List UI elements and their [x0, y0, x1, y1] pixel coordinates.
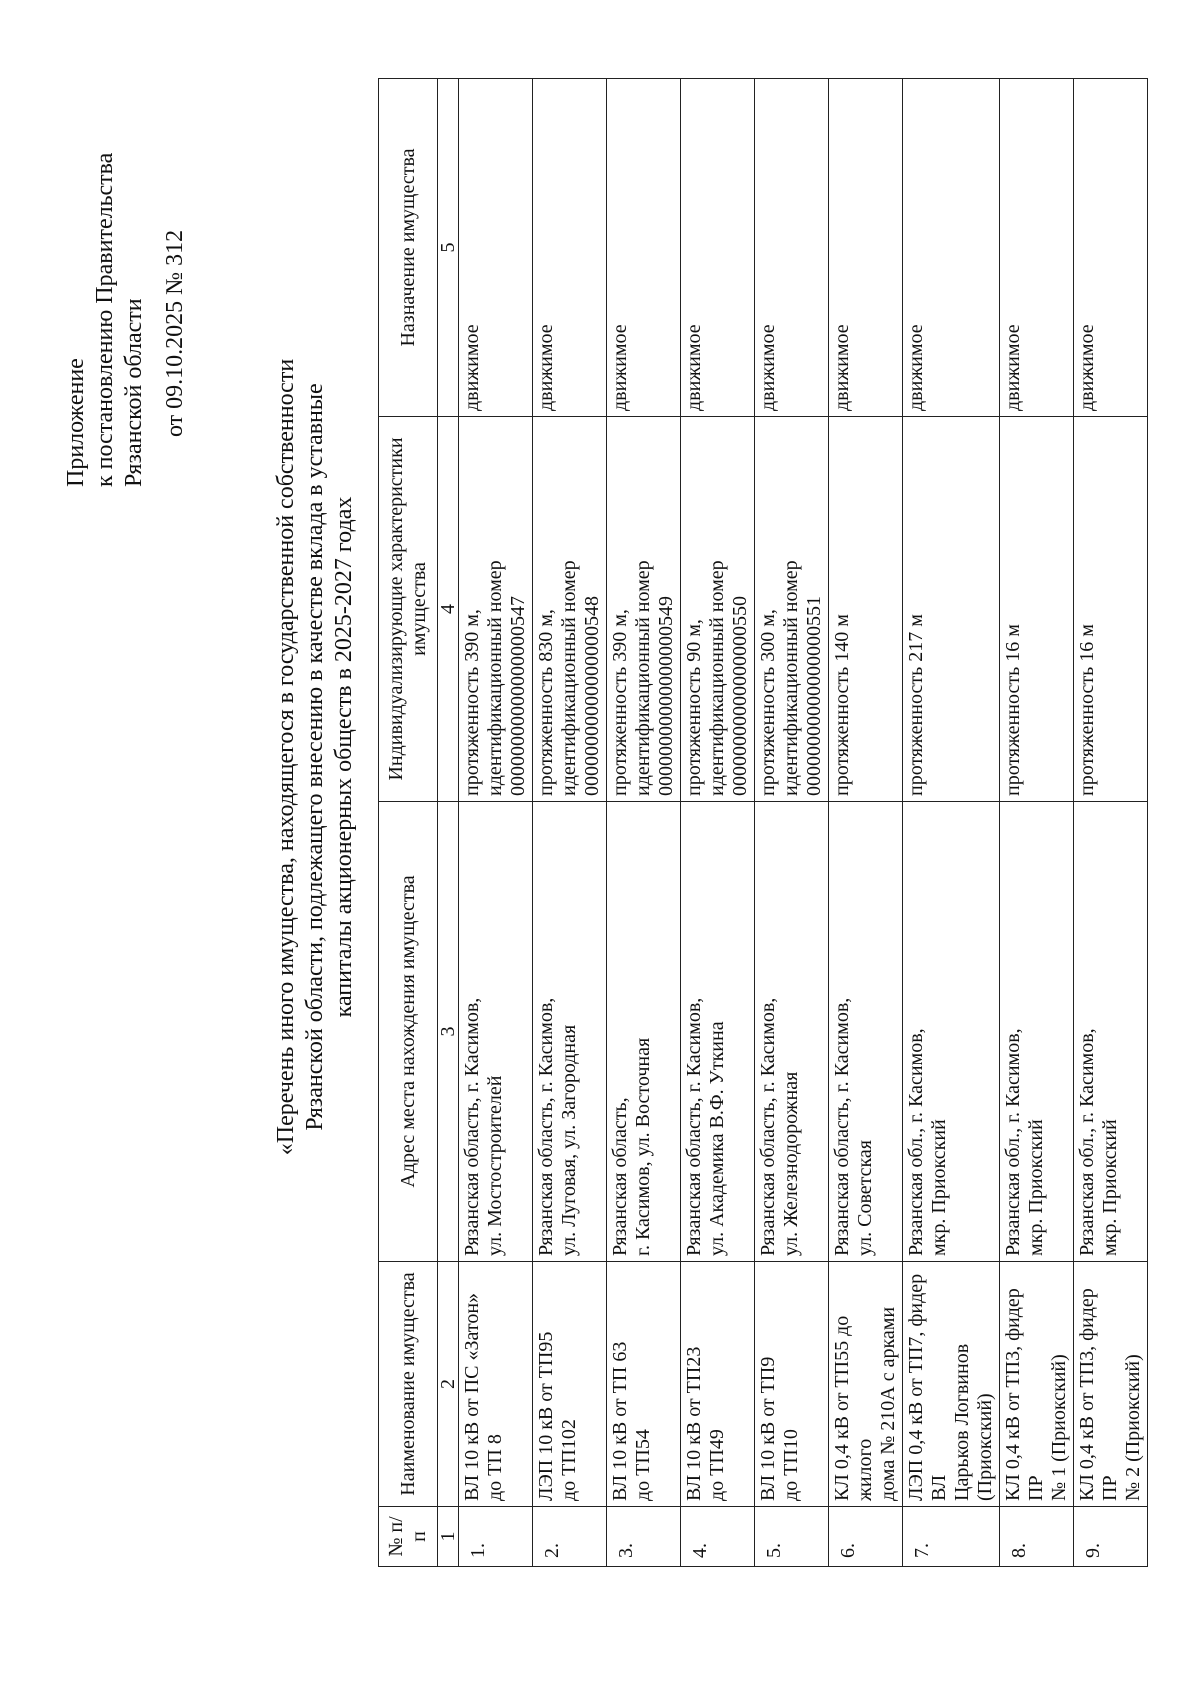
header-num: № п/п: [379, 1507, 438, 1567]
table-header-row: [379, 79, 438, 1567]
row-address-text: Рязанская область, г. Касимов, ул. Мостостроителей: [461, 997, 506, 1256]
title-line-2: Рязанской области, подлежащего внесению в качестве вклада в уставные: [302, 383, 328, 1131]
row-number-text: 6.: [837, 1543, 859, 1558]
column-number: 1: [438, 1507, 459, 1567]
row-name-text: ВЛ 10 кВ от ТП9 до ТП10: [757, 1356, 802, 1501]
row-name: [459, 1262, 533, 1507]
table-row: [533, 79, 607, 1567]
row-purpose: [681, 79, 755, 417]
header-address: Адрес места нахождения имущества: [379, 802, 438, 1262]
row-name-text: КЛ 0,4 кВ от ТП55 до жилого дома № 210А с арками: [831, 1306, 899, 1501]
row-characteristics-text: протяженность 16 м: [1002, 624, 1024, 796]
row-characteristics-text: протяженность 16 м: [1076, 624, 1098, 796]
column-number: 2: [438, 1262, 459, 1507]
title-line-1: «Перечень иного имущества, находящегося в государственной собственности: [273, 358, 299, 1156]
row-purpose: [1000, 79, 1074, 417]
row-characteristics-text: протяженность 830 м, идентификационный номер 00000000000000000548: [535, 560, 603, 796]
row-name: [755, 1262, 829, 1507]
row-purpose-text: движимое: [905, 324, 927, 411]
table-row: [903, 79, 1000, 1567]
table-row: [1000, 79, 1074, 1567]
row-name: [829, 1262, 903, 1507]
row-name: [903, 1262, 1000, 1507]
row-name: [607, 1262, 681, 1507]
row-address-text: Рязанская область, г. Касимов, ул. Восточная: [609, 1037, 654, 1256]
row-name: [1074, 1262, 1148, 1507]
row-address: [681, 802, 755, 1262]
row-name-text: КЛ 0,4 кВ от ТП3, фидер ПР № 2 (Приокский): [1076, 1288, 1144, 1501]
row-number-text: 9.: [1082, 1543, 1104, 1558]
row-purpose: [459, 79, 533, 417]
row-number: [459, 1507, 533, 1567]
appendix-label: Приложение: [63, 358, 89, 487]
document-title: [272, 257, 359, 1257]
column-number: 3: [438, 802, 459, 1262]
appendix-region: Рязанской области: [121, 298, 147, 487]
row-number-text: 7.: [911, 1543, 933, 1558]
row-characteristics: [1074, 417, 1148, 802]
row-name: [533, 1262, 607, 1507]
row-characteristics: [1000, 417, 1074, 802]
row-address: [903, 802, 1000, 1262]
row-number-text: 5.: [763, 1543, 785, 1558]
row-address: [459, 802, 533, 1262]
row-characteristics: [829, 417, 903, 802]
header-purpose: Назначение имущества: [379, 79, 438, 417]
column-number: 5: [438, 79, 459, 417]
row-address: [829, 802, 903, 1262]
row-name-text: КЛ 0,4 кВ от ТП3, фидер ПР № 1 (Приокский): [1002, 1288, 1070, 1501]
title-line-3: капиталы акционерных обществ в 2025-2027 годах: [331, 496, 357, 1018]
row-number: [903, 1507, 1000, 1567]
row-characteristics: [533, 417, 607, 802]
row-number: [533, 1507, 607, 1567]
row-number: [607, 1507, 681, 1567]
row-characteristics: [903, 417, 1000, 802]
row-purpose-text: движимое: [683, 324, 705, 411]
row-name: [681, 1262, 755, 1507]
row-address-text: Рязанская область, г. Касимов, ул. Железнодорожная: [757, 997, 802, 1256]
row-address-text: Рязанская область, г. Касимов, ул. Академика В.Ф. Уткина: [683, 997, 728, 1256]
row-name: [1000, 1262, 1074, 1507]
row-purpose: [607, 79, 681, 417]
row-address: [755, 802, 829, 1262]
table-row: [1074, 79, 1148, 1567]
row-address-text: Рязанская область, г. Касимов, ул. Советская: [831, 997, 876, 1256]
table-row: [681, 79, 755, 1567]
row-purpose-text: движимое: [461, 324, 483, 411]
appendix-header: [62, 7, 190, 487]
row-address-text: Рязанская обл., г. Касимов, мкр. Приокский: [1076, 1028, 1121, 1256]
row-characteristics-text: протяженность 300 м, идентификационный номер 00000000000000000551: [757, 560, 825, 796]
row-address: [607, 802, 681, 1262]
row-name-text: ВЛ 10 кВ от ТП 63 до ТП54: [609, 1341, 654, 1501]
row-purpose-text: движимое: [757, 324, 779, 411]
row-address-text: Рязанская область, г. Касимов, ул. Луговая, ул. Загородная: [535, 997, 580, 1256]
row-characteristics-text: протяженность 390 м, идентификационный номер 00000000000000000547: [461, 560, 529, 796]
column-number-row: [438, 79, 459, 1567]
row-characteristics: [607, 417, 681, 802]
row-purpose-text: движимое: [609, 324, 631, 411]
row-purpose: [829, 79, 903, 417]
row-address: [1074, 802, 1148, 1262]
row-characteristics-text: протяженность 140 м: [831, 614, 853, 796]
row-name-text: ВЛ 10 кВ от ПС «Затон» до ТП 8: [461, 1292, 506, 1501]
row-purpose: [533, 79, 607, 417]
row-purpose-text: движимое: [1002, 324, 1024, 411]
header-characteristics: Индивидуализирующие характеристики имущества: [379, 417, 438, 802]
row-characteristics-text: протяженность 217 м: [905, 614, 927, 796]
row-name-text: ЛЭП 10 кВ от ТП95 до ТП102: [535, 1331, 580, 1501]
table-row: [459, 79, 533, 1567]
row-characteristics-text: протяженность 90 м, идентификационный номер 00000000000000000550: [683, 560, 751, 796]
row-number: [829, 1507, 903, 1567]
row-address-text: Рязанская обл., г. Касимов, мкр. Приокский: [1002, 1028, 1047, 1256]
row-number: [1000, 1507, 1074, 1567]
table-row: [755, 79, 829, 1567]
property-table: [378, 78, 1148, 1567]
row-number-text: 3.: [615, 1543, 637, 1558]
row-number: [755, 1507, 829, 1567]
appendix-decree: к постановлению Правительства: [92, 152, 118, 487]
row-characteristics-text: протяженность 390 м, идентификационный номер 00000000000000000549: [609, 560, 677, 796]
row-purpose: [755, 79, 829, 417]
header-name: Наименование имущества: [379, 1262, 438, 1507]
row-number-text: 4.: [689, 1543, 711, 1558]
row-characteristics: [681, 417, 755, 802]
row-number-text: 1.: [467, 1543, 489, 1558]
row-number: [1074, 1507, 1148, 1567]
row-number-text: 8.: [1008, 1543, 1030, 1558]
table-row: [829, 79, 903, 1567]
row-purpose: [1074, 79, 1148, 417]
row-address-text: Рязанская обл., г. Касимов, мкр. Приокский: [905, 1028, 950, 1256]
row-purpose-text: движимое: [831, 324, 853, 411]
column-number: 4: [438, 417, 459, 802]
appendix-date: от 09.10.2025 № 312: [162, 229, 188, 437]
row-number: [681, 1507, 755, 1567]
row-number-text: 2.: [541, 1543, 563, 1558]
row-purpose-text: движимое: [535, 324, 557, 411]
row-characteristics: [459, 417, 533, 802]
table-row: [607, 79, 681, 1567]
row-name-text: ЛЭП 0,4 кВ от ТП7, фидер ВЛ Царьков Логвинов (Приокский): [905, 1273, 996, 1501]
row-address: [533, 802, 607, 1262]
row-purpose-text: движимое: [1076, 324, 1098, 411]
row-purpose: [903, 79, 1000, 417]
row-name-text: ВЛ 10 кВ от ТП23 до ТП49: [683, 1346, 728, 1501]
row-characteristics: [755, 417, 829, 802]
row-address: [1000, 802, 1074, 1262]
